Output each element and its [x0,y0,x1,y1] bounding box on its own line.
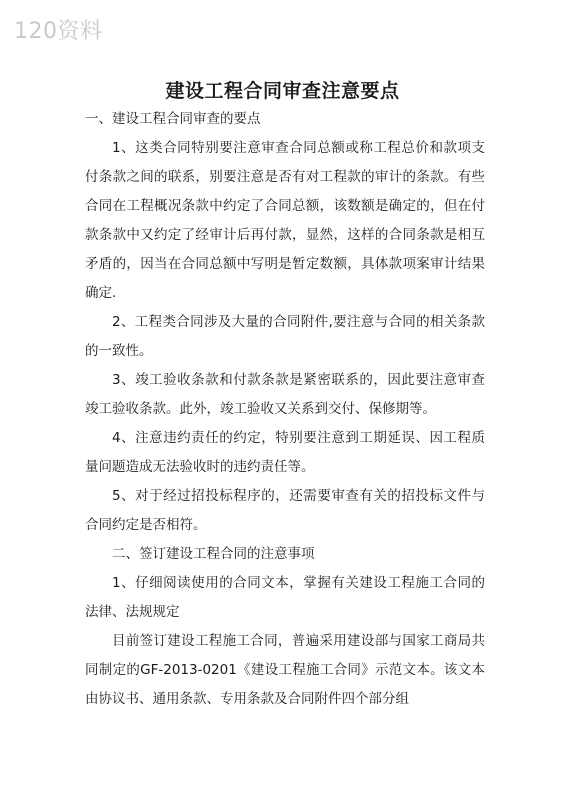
paragraph-body: 目前签订建设工程施工合同，普遍采用建设部与国家工商局共同制定的GF-2013-0201《建设工程施工合同》示范文本。该文本由协议书、通用条款、专用条款及合同附件四个部分组 [85,633,485,707]
section-heading-1: 一、建设工程合同审查的要点 [85,111,261,127]
document-title: 建设工程合同审查注意要点 [165,80,400,102]
paragraph-point-4: 4、注意违约责任的约定，特别要注意到工期延误、因工程质量问题造成无法验收时的违约责任等。 [85,430,485,475]
paragraph-point-5: 5、对于经过招投标程序的，还需要审查有关的招投标文件与合同约定是否相符。 [85,488,485,533]
paragraph-point-1: 1、这类合同特别要注意审查合同总额或称工程总价和款项支付条款之间的联系，别要注意是否有对工程款的审计的条款。有些合同在工程概况条款中约定了合同总额，该数额是确定的，但在付款条款中又约定了经审计后再付款，显然，这样的合同条款是相互矛盾的，因当在合同总额中写明是暂定数额，具体款项案审计结果确定. [85,140,485,301]
paragraph-point-2: 2、工程类合同涉及大量的合同附件,要注意与合同的相关条款的一致性。 [85,314,485,359]
section-heading-2: 二、签订建设工程合同的注意事项 [112,546,315,562]
paragraph-point-3: 3、竣工验收条款和付款条款是紧密联系的，因此要注意审查竣工验收条款。此外，竣工验收又关系到交付、保修期等。 [85,372,485,417]
document-body [85,105,485,714]
paragraph-subpoint-1: 1、仔细阅读使用的合同文本，掌握有关建设工程施工合同的法律、法规规定 [85,575,485,620]
watermark-logo: 120资料 [14,19,103,44]
